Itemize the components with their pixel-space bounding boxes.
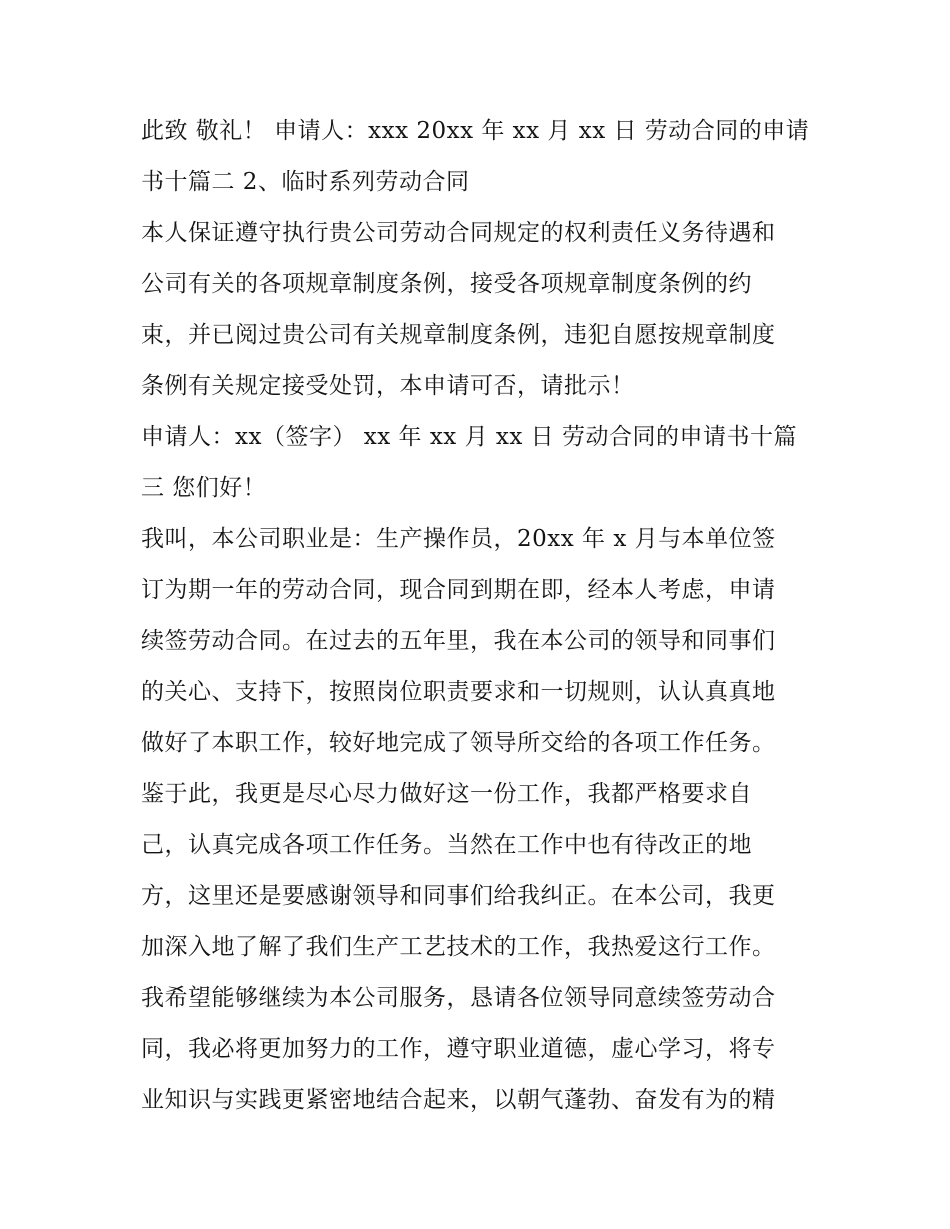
text-line: 做好了本职工作，较好地完成了领导所交给的各项工作任务。 [141,730,776,756]
text-line: 己，认真完成各项工作任务。当然在工作中也有待改正的地 [141,832,752,858]
text-line: 加深入地了解了我们生产工艺技术的工作，我热爱这行工作。 [141,934,776,960]
text-line: 业知识与实践更紧密地结合起来，以朝气蓬勃、奋发有为的精 [141,1087,776,1113]
text-line: 本人保证遵守执行贵公司劳动合同规定的权利责任义务待遇和 [141,220,776,246]
text-line: 我叫，本公司职业是：生产操作员，20xx 年 x 月与本单位签 [141,526,776,552]
text-line: 申请人：xx（签字） xx 年 xx 月 xx 日 劳动合同的申请书十篇 [141,424,797,450]
text-line: 续签劳动合同。在过去的五年里，我在本公司的领导和同事们 [141,628,776,654]
text-line: 同，我必将更加努力的工作，遵守职业道德，虚心学习，将专 [141,1036,776,1062]
text-line: 束，并已阅过贵公司有关规章制度条例，违犯自愿按规章制度 [141,322,776,348]
text-line: 公司有关的各项规章制度条例，接受各项规章制度条例的约 [141,271,752,297]
text-line: 书十篇二 2、临时系列劳动合同 [141,169,470,195]
text-line: 订为期一年的劳动合同，现合同到期在即，经本人考虑，申请 [141,577,776,603]
text-line: 条例有关规定接受处罚，本申请可否，请批示！ [141,373,635,399]
text-line: 三 您们好！ [141,475,267,501]
text-line: 鉴于此，我更是尽心尽力做好这一份工作，我都严格要求自 [141,781,752,807]
text-line: 的关心、支持下，按照岗位职责要求和一切规则，认认真真地 [141,679,776,705]
text-line: 方，这里还是要感谢领导和同事们给我纠正。在本公司，我更 [141,883,776,909]
document-body [141,106,821,1126]
text-line: 我希望能够继续为本公司服务，恳请各位领导同意续签劳动合 [141,985,776,1011]
text-line: 此致 敬礼！ 申请人：xxx 20xx 年 xx 月 xx 日 劳动合同的申请 [141,118,810,144]
